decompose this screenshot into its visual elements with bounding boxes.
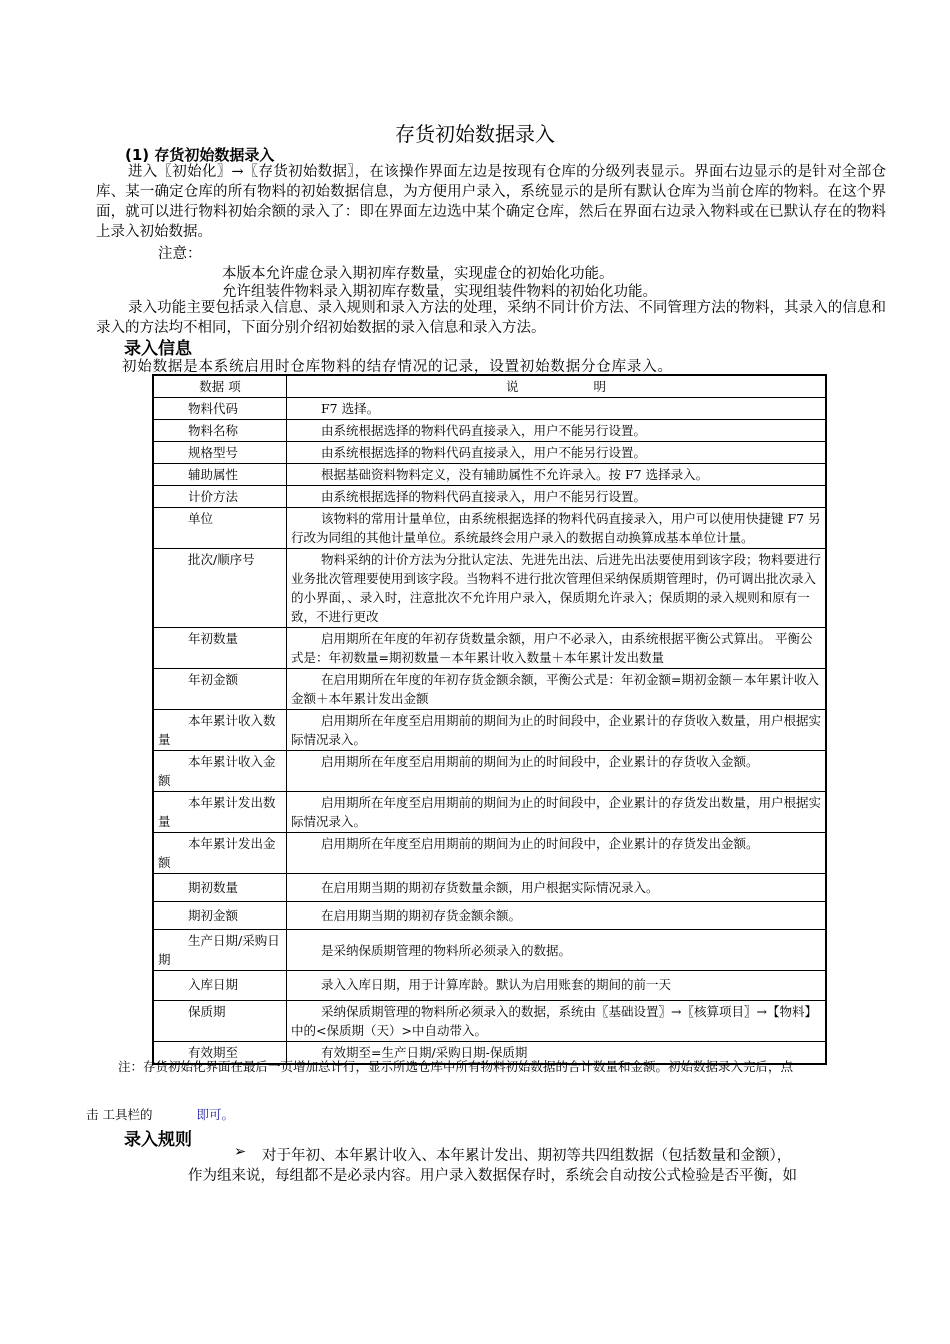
row-item: 单位 [153,508,287,549]
note-line-1: 注：存货初始化界面在最后一页增加总计行，显示所选仓库中所有物料初始数据的合计数量和金额。初始数据录入完后，点 [118,1059,794,1074]
function-paragraph: 录入功能主要包括录入信息、录入规则和录入方法的处理，采纳不同计价方法、不同管理方法的物料，其录入的信息和录入的方法均不相同，下面分别介绍初始数据的录入信息和录入方法。 [96,300,886,336]
table-row [153,669,826,710]
table-row [153,833,826,874]
attention-label: 注意： [158,246,202,262]
table-row [153,464,826,486]
table-row [153,902,826,930]
note-line-2 [86,1105,234,1123]
row-item: 批次/顺序号 [153,549,287,628]
row-item: 规格型号 [153,442,287,464]
heading-entry-rules: 录入规则 [124,1130,192,1150]
table-row [153,508,826,549]
row-desc: 启用期所在年度至启用期前的期间为止的时间段中，企业累计的存货收入金额。 [287,751,827,792]
note-link[interactable]: 即可。 [196,1107,234,1122]
row-desc: F7 选择。 [287,398,827,420]
section-heading: (1) 存货初始数据录入 [125,146,275,164]
row-item: 辅助属性 [153,464,287,486]
row-item: 期初金额 [153,902,287,930]
row-item: 本年累计收入金额 [153,751,287,792]
row-desc: 由系统根据选择的物料代码直接录入，用户不能另行设置。 [287,486,827,508]
row-desc: 由系统根据选择的物料代码直接录入，用户不能另行设置。 [287,420,827,442]
rules-line-2: 作为组来说，每组都不是必录内容。用户录入数据保存时，系统会自动按公式检验是否平衡，如 [188,1168,797,1184]
table-row [153,398,826,420]
table-row [153,930,826,971]
table-row [153,710,826,751]
row-item: 年初数量 [153,628,287,669]
row-desc: 由系统根据选择的物料代码直接录入，用户不能另行设置。 [287,442,827,464]
entry-info-table [152,374,827,1065]
attention-line-2: 允许组装件物料录入期初库存数量，实现组装件物料的初始化功能。 [222,284,657,300]
row-item: 入库日期 [153,971,287,1001]
row-item: 期初数量 [153,874,287,902]
bullet-icon: ➢ [234,1144,247,1160]
attention-line-1: 本版本允许虚仓录入期初库存数量，实现虚仓的初始化功能。 [222,266,614,282]
row-desc: 启用期所在年度至启用期前的期间为止的时间段中，企业累计的存货收入数量，用户根据实际情况录入。 [287,710,827,751]
table-row [153,549,826,628]
row-item: 本年累计发出金额 [153,833,287,874]
row-item: 本年累计发出数量 [153,792,287,833]
page-title: 存货初始数据录入 [395,122,555,146]
row-item: 计价方法 [153,486,287,508]
row-desc: 该物料的常用计量单位，由系统根据选择的物料代码直接录入，用户可以使用快捷键 F7 另行改为同组的其他计量单位。系统最终会用户录入的数据自动换算成基本单位计量。 [287,508,827,549]
row-desc: 有效期至=生产日期/采购日期-保质期 [287,1042,827,1065]
row-item: 生产日期/采购日期 [153,930,287,971]
row-desc: 采纳保质期管理的物料所必须录入的数据，系统由〖基础设置〗→〖核算项目〗→【物料】中的<保质期（天）>中自动带入。 [287,1001,827,1042]
row-item: 年初金额 [153,669,287,710]
heading-entry-info: 录入信息 [124,339,192,359]
row-desc: 是采纳保质期管理的物料所必须录入的数据。 [287,930,827,971]
row-desc: 启用期所在年度至启用期前的期间为止的时间段中，企业累计的存货发出数量，用户根据实际情况录入。 [287,792,827,833]
row-desc: 物料采纳的计价方法为分批认定法、先进先出法、后进先出法要使用到该字段；物料要进行业务批次管理要使用到该字段。当物料不进行批次管理但采纳保质期管理时，仍可调出批次录入的小界面，、录入时，注意批次不允许用户录入，保质期允许录入；保质期的录入规则和原有一致，不进行更改 [287,549,827,628]
note-line-2-prefix: 击 工具栏的 [86,1107,153,1122]
table-header-desc: 说 明 [287,375,827,398]
table-row [153,628,826,669]
row-desc: 根据基础资料物料定义，没有辅助属性不允许录入。按 F7 选择录入。 [287,464,827,486]
table-row [153,1001,826,1042]
row-item: 物料名称 [153,420,287,442]
table-row [153,442,826,464]
row-item: 本年累计收入数量 [153,710,287,751]
table-header-item: 数据 项 [153,375,287,398]
table-row [153,486,826,508]
intro-paragraph: 进入〖初始化〗→〖存货初始数据〗，在该操作界面左边是按现有仓库的分级列表显示。界面右边显示的是针对全部仓库、某一确定仓库的所有物料的初始数据信息，为方便用户录入，系统显示的是所有默认仓库为当前仓库的物料。在这个界面，就可以进行物料初始余额的录入了：即在界面左边选中某个确定仓库，然后在界面右边录入物料或在已默认存在的物料上录入初始数据。 [96,164,886,240]
rules-line-1: 对于年初、本年累计收入、本年累计发出、期初等共四组数据（包括数量和金额）， [262,1148,792,1164]
row-item: 物料代码 [153,398,287,420]
row-desc: 在启用期当期的期初存货数量余额，用户根据实际情况录入。 [287,874,827,902]
table-row [153,792,826,833]
table-row [153,874,826,902]
info-sentence: 初始数据是本系统启用时仓库物料的结存情况的记录，设置初始数据分仓库录入。 [122,359,673,375]
row-item: 有效期至 [153,1042,287,1065]
row-item: 保质期 [153,1001,287,1042]
table-row [153,971,826,1001]
table-row [153,751,826,792]
row-desc: 录入入库日期，用于计算库龄。默认为启用账套的期间的前一天 [287,971,827,1001]
row-desc: 在启用期所在年度的年初存货金额余额，平衡公式是：年初金额=期初金额－本年累计收入金额＋本年累计发出金额 [287,669,827,710]
row-desc: 启用期所在年度至启用期前的期间为止的时间段中，企业累计的存货发出金额。 [287,833,827,874]
table-row [153,420,826,442]
table-header-row [153,375,826,398]
row-desc: 启用期所在年度的年初存货数量余额，用户不必录入，由系统根据平衡公式算出。 平衡公式是：年初数量=期初数量－本年累计收入数量＋本年累计发出数量 [287,628,827,669]
row-desc: 在启用期当期的期初存货金额余额。 [287,902,827,930]
